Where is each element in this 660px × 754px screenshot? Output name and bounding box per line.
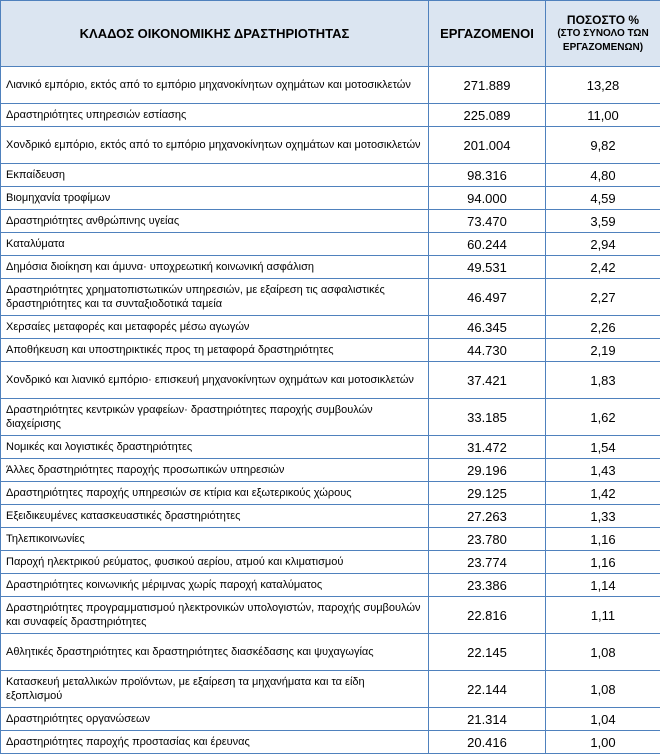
sector-cell: Άλλες δραστηριότητες παροχής προσωπικών υπηρεσιών	[1, 459, 429, 482]
percent-cell: 1,00	[546, 731, 660, 754]
sector-cell: Λιανικό εμπόριο, εκτός από το εμπόριο μηχανοκίνητων οχημάτων και μοτοσικλετών	[1, 67, 429, 104]
table-row	[1, 574, 660, 597]
employees-cell: 225.089	[429, 104, 546, 127]
table-row	[1, 67, 660, 104]
employees-cell: 37.421	[429, 362, 546, 399]
employees-cell: 20.416	[429, 731, 546, 754]
table-row	[1, 104, 660, 127]
header-sector: ΚΛΑΔΟΣ ΟΙΚΟΝΟΜΙΚΗΣ ΔΡΑΣΤΗΡΙΟΤΗΤΑΣ	[1, 1, 429, 67]
employees-cell: 22.816	[429, 597, 546, 634]
sector-cell: Νομικές και λογιστικές δραστηριότητες	[1, 436, 429, 459]
percent-cell: 1,16	[546, 528, 660, 551]
percent-cell: 1,62	[546, 399, 660, 436]
table-row	[1, 436, 660, 459]
table-row	[1, 362, 660, 399]
sector-cell: Δραστηριότητες χρηματοπιστωτικών υπηρεσιών, με εξαίρεση τις ασφαλιστικές δραστηριότητες και τα συνταξιοδοτικά ταμεία	[1, 279, 429, 316]
header-percent-subtitle: (ΣΤΟ ΣΥΝΟΛΟ ΤΩΝ ΕΡΓΑΖΟΜΕΝΩΝ)	[546, 27, 660, 55]
employees-cell: 22.145	[429, 634, 546, 671]
percent-cell: 3,59	[546, 210, 660, 233]
sector-cell: Κατασκευή μεταλλικών προϊόντων, με εξαίρεση τα μηχανήματα και τα είδη εξοπλισμού	[1, 671, 429, 708]
employees-cell: 201.004	[429, 127, 546, 164]
sector-cell: Δραστηριότητες κοινωνικής μέριμνας χωρίς παροχή καταλύματος	[1, 574, 429, 597]
percent-cell: 13,28	[546, 67, 660, 104]
sector-cell: Δραστηριότητες παροχής υπηρεσιών σε κτίρια και εξωτερικούς χώρους	[1, 482, 429, 505]
percent-cell: 1,08	[546, 671, 660, 708]
table-row	[1, 505, 660, 528]
table-row	[1, 233, 660, 256]
percent-cell: 9,82	[546, 127, 660, 164]
table-row	[1, 482, 660, 505]
percent-cell: 2,94	[546, 233, 660, 256]
table-row	[1, 279, 660, 316]
sector-cell: Δραστηριότητες υπηρεσιών εστίασης	[1, 104, 429, 127]
percent-cell: 2,19	[546, 339, 660, 362]
table-row	[1, 164, 660, 187]
sector-cell: Δραστηριότητες οργανώσεων	[1, 708, 429, 731]
employees-cell: 46.497	[429, 279, 546, 316]
percent-cell: 1,54	[546, 436, 660, 459]
sector-cell: Βιομηχανία τροφίμων	[1, 187, 429, 210]
header-row	[1, 1, 660, 67]
table-row	[1, 127, 660, 164]
table-row	[1, 731, 660, 754]
sector-cell: Τηλεπικοινωνίες	[1, 528, 429, 551]
percent-cell: 1,14	[546, 574, 660, 597]
table-row	[1, 551, 660, 574]
employees-cell: 22.144	[429, 671, 546, 708]
percent-cell: 1,42	[546, 482, 660, 505]
employees-cell: 46.345	[429, 316, 546, 339]
table-row	[1, 708, 660, 731]
percent-cell: 2,27	[546, 279, 660, 316]
employees-cell: 60.244	[429, 233, 546, 256]
sector-cell: Χερσαίες μεταφορές και μεταφορές μέσω αγωγών	[1, 316, 429, 339]
employees-cell: 94.000	[429, 187, 546, 210]
sector-cell: Δραστηριότητες ανθρώπινης υγείας	[1, 210, 429, 233]
employees-cell: 29.125	[429, 482, 546, 505]
percent-cell: 4,80	[546, 164, 660, 187]
employees-cell: 49.531	[429, 256, 546, 279]
employees-cell: 23.780	[429, 528, 546, 551]
table-row	[1, 399, 660, 436]
percent-cell: 11,00	[546, 104, 660, 127]
employees-cell: 31.472	[429, 436, 546, 459]
sector-cell: Δραστηριότητες κεντρικών γραφείων· δραστηριότητες παροχής συμβουλών διαχείρισης	[1, 399, 429, 436]
percent-cell: 2,42	[546, 256, 660, 279]
sector-cell: Καταλύματα	[1, 233, 429, 256]
percent-cell: 1,04	[546, 708, 660, 731]
percent-cell: 2,26	[546, 316, 660, 339]
percent-cell: 1,16	[546, 551, 660, 574]
header-percent	[546, 1, 660, 67]
employees-cell: 23.386	[429, 574, 546, 597]
employees-cell: 271.889	[429, 67, 546, 104]
table-row	[1, 187, 660, 210]
table-row	[1, 528, 660, 551]
employees-cell: 98.316	[429, 164, 546, 187]
employees-cell: 21.314	[429, 708, 546, 731]
percent-cell: 1,43	[546, 459, 660, 482]
table-row	[1, 256, 660, 279]
table-row	[1, 339, 660, 362]
table-row	[1, 634, 660, 671]
percent-cell: 1,83	[546, 362, 660, 399]
employees-cell: 23.774	[429, 551, 546, 574]
percent-cell: 1,33	[546, 505, 660, 528]
sector-cell: Δημόσια διοίκηση και άμυνα· υποχρεωτική κοινωνική ασφάλιση	[1, 256, 429, 279]
sector-cell: Εξειδικευμένες κατασκευαστικές δραστηριότητες	[1, 505, 429, 528]
table-row	[1, 597, 660, 634]
table-row	[1, 316, 660, 339]
percent-cell: 1,08	[546, 634, 660, 671]
sector-cell: Χονδρικό και λιανικό εμπόριο· επισκευή μηχανοκίνητων οχημάτων και μοτοσικλετών	[1, 362, 429, 399]
sector-cell: Χονδρικό εμπόριο, εκτός από το εμπόριο μηχανοκίνητων οχημάτων και μοτοσικλετών	[1, 127, 429, 164]
employees-cell: 33.185	[429, 399, 546, 436]
header-employees: ΕΡΓΑΖΟΜΕΝΟΙ	[429, 1, 546, 67]
employees-cell: 27.263	[429, 505, 546, 528]
header-percent-title: ΠΟΣΟΣΤΟ %	[546, 13, 660, 27]
sector-cell: Εκπαίδευση	[1, 164, 429, 187]
sector-cell: Δραστηριότητες παροχής προστασίας και έρευνας	[1, 731, 429, 754]
percent-cell: 4,59	[546, 187, 660, 210]
table-row	[1, 671, 660, 708]
percent-cell: 1,11	[546, 597, 660, 634]
sector-cell: Αθλητικές δραστηριότητες και δραστηριότητες διασκέδασης και ψυχαγωγίας	[1, 634, 429, 671]
table-row	[1, 459, 660, 482]
employees-cell: 29.196	[429, 459, 546, 482]
sector-cell: Αποθήκευση και υποστηρικτικές προς τη μεταφορά δραστηριότητες	[1, 339, 429, 362]
employees-cell: 73.470	[429, 210, 546, 233]
employees-cell: 44.730	[429, 339, 546, 362]
sector-cell: Παροχή ηλεκτρικού ρεύματος, φυσικού αερίου, ατμού και κλιματισμού	[1, 551, 429, 574]
sector-cell: Δραστηριότητες προγραμματισμού ηλεκτρονικών υπολογιστών, παροχής συμβουλών και συναφείς δραστηριότητες	[1, 597, 429, 634]
table-row	[1, 210, 660, 233]
